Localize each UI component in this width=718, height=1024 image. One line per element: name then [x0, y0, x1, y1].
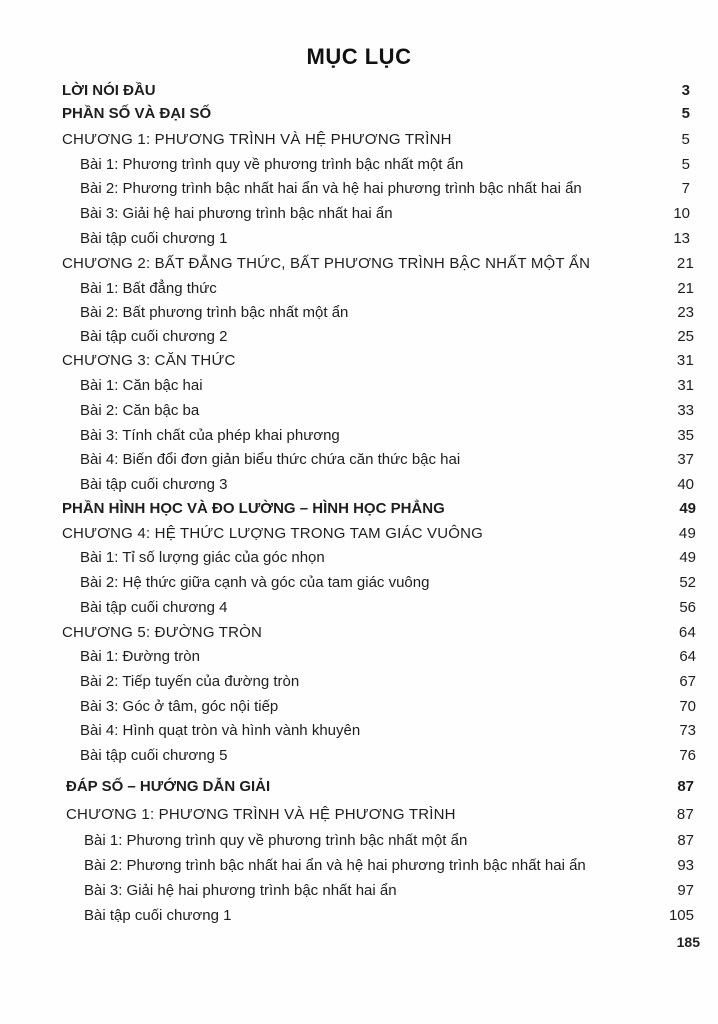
toc-entry-label: CHƯƠNG 1: PHƯƠNG TRÌNH VÀ HỆ PHƯƠNG TRÌNH [66, 806, 456, 823]
toc-entry-label: Bài tập cuối chương 1 [80, 230, 228, 247]
toc-entry-label: Bài 3: Góc ở tâm, góc nội tiếp [80, 698, 279, 715]
toc-entry-label: Bài 1: Phương trình quy về phương trình bậc nhất một ẩn [80, 156, 464, 173]
toc-entry-page: 21 [676, 255, 694, 272]
toc-entry-page: 33 [677, 402, 694, 419]
toc-entry-label: Bài 1: Tỉ số lượng giác của góc nhọn [80, 549, 325, 566]
toc-entry-page: 49 [678, 525, 696, 542]
toc-entry-page: 64 [678, 624, 696, 641]
toc-entry-page: 87 [677, 778, 694, 795]
toc-entry-label: Bài 2: Bất phương trình bậc nhất một ẩn [80, 304, 349, 321]
toc-entry-page: 49 [679, 500, 696, 517]
toc-entry-page: 87 [676, 806, 694, 823]
toc-entry-page: 10 [673, 205, 690, 222]
toc-entry-label: ĐÁP SỐ – HƯỚNG DẪN GIẢI [66, 778, 271, 795]
toc-entry-page: 5 [681, 156, 690, 173]
toc-entry-page: 7 [681, 180, 690, 197]
toc-entry-page: 67 [679, 673, 696, 690]
page-number: 185 [676, 934, 700, 950]
toc-entry-page: 5 [681, 105, 690, 122]
toc-entry-label: Bài 2: Phương trình bậc nhất hai ẩn và hệ hai phương trình bậc nhất hai ẩn [80, 180, 582, 197]
toc-entry-page: 49 [679, 549, 696, 566]
toc-entry-label: Bài 4: Hình quạt tròn và hình vành khuyên [80, 722, 361, 739]
toc-entry-label: Bài 2: Căn bậc ba [80, 402, 200, 419]
toc-entry-label: Bài 1: Bất đẳng thức [80, 280, 217, 297]
toc-entry-label: Bài 1: Căn bậc hai [80, 377, 203, 394]
toc-entry-label: Bài 3: Tính chất của phép khai phương [80, 427, 340, 444]
toc-entry-page: 13 [673, 230, 690, 247]
toc-entry-label: Bài 2: Hệ thức giữa cạnh và góc của tam giác vuông [80, 574, 430, 591]
toc-entry-label: Bài tập cuối chương 4 [80, 599, 228, 616]
toc-entry-page: 97 [677, 882, 694, 899]
toc-entry-label: Bài 2: Tiếp tuyến của đường tròn [80, 673, 300, 690]
toc-entry-page: 93 [677, 857, 694, 874]
toc-entry-label: PHẦN SỐ VÀ ĐẠI SỐ [62, 105, 212, 122]
toc-entry-label: Bài tập cuối chương 1 [84, 907, 232, 924]
toc-entry-label: LỜI NÓI ĐẦU [62, 82, 156, 99]
toc-entry-label: CHƯƠNG 3: CĂN THỨC [62, 352, 236, 369]
toc-entry-page: 31 [676, 352, 694, 369]
toc-entry-page: 105 [668, 907, 694, 924]
toc-entry-label: CHƯƠNG 4: HỆ THỨC LƯỢNG TRONG TAM GIÁC VUÔNG [62, 525, 484, 542]
toc-entry-page: 21 [677, 280, 694, 297]
toc-entry-page: 76 [679, 747, 696, 764]
toc-entry-page: 35 [677, 427, 694, 444]
toc-entry-page: 52 [679, 574, 696, 591]
toc-entry-page: 23 [677, 304, 694, 321]
toc-entry-page: 40 [677, 476, 694, 493]
toc-entry-label: Bài tập cuối chương 5 [80, 747, 228, 764]
toc-entry-page: 5 [681, 131, 690, 148]
toc-entry-page: 87 [677, 832, 694, 849]
toc-entry-label: Bài 1: Phương trình quy về phương trình bậc nhất một ẩn [84, 832, 468, 849]
toc-entry-page: 25 [677, 328, 694, 345]
toc-entry-label: Bài 4: Biến đổi đơn giản biểu thức chứa căn thức bậc hai [80, 451, 461, 468]
toc-entry-page: 70 [679, 698, 696, 715]
toc-entry-page: 3 [681, 82, 690, 99]
page-title: MỤC LỤC [306, 44, 412, 69]
toc-entry-label: CHƯƠNG 2: BẤT ĐẲNG THỨC, BẤT PHƯƠNG TRÌNH BẬC NHẤT MỘT ẨN [62, 255, 591, 272]
toc-entry-page: 37 [677, 451, 694, 468]
toc-entry-label: Bài 2: Phương trình bậc nhất hai ẩn và hệ hai phương trình bậc nhất hai ẩn [84, 857, 586, 874]
toc-entry-label: Bài 3: Giải hệ hai phương trình bậc nhất hai ẩn [84, 882, 397, 899]
toc-entry-page: 56 [679, 599, 696, 616]
toc-entry-page: 64 [679, 648, 696, 665]
toc-entry-label: Bài tập cuối chương 2 [80, 328, 228, 345]
toc-entry-label: CHƯƠNG 1: PHƯƠNG TRÌNH VÀ HỆ PHƯƠNG TRÌNH [62, 131, 452, 148]
toc-entry-label: CHƯƠNG 5: ĐƯỜNG TRÒN [62, 624, 263, 641]
toc-entry-label: Bài 3: Giải hệ hai phương trình bậc nhất hai ẩn [80, 205, 393, 222]
toc-entry-label: Bài 1: Đường tròn [80, 648, 200, 665]
toc-entry-label: Bài tập cuối chương 3 [80, 476, 228, 493]
toc-entry-label: PHẦN HÌNH HỌC VÀ ĐO LƯỜNG – HÌNH HỌC PHẲNG [62, 500, 445, 517]
toc-entry-page: 31 [677, 377, 694, 394]
toc-entry-page: 73 [679, 722, 696, 739]
